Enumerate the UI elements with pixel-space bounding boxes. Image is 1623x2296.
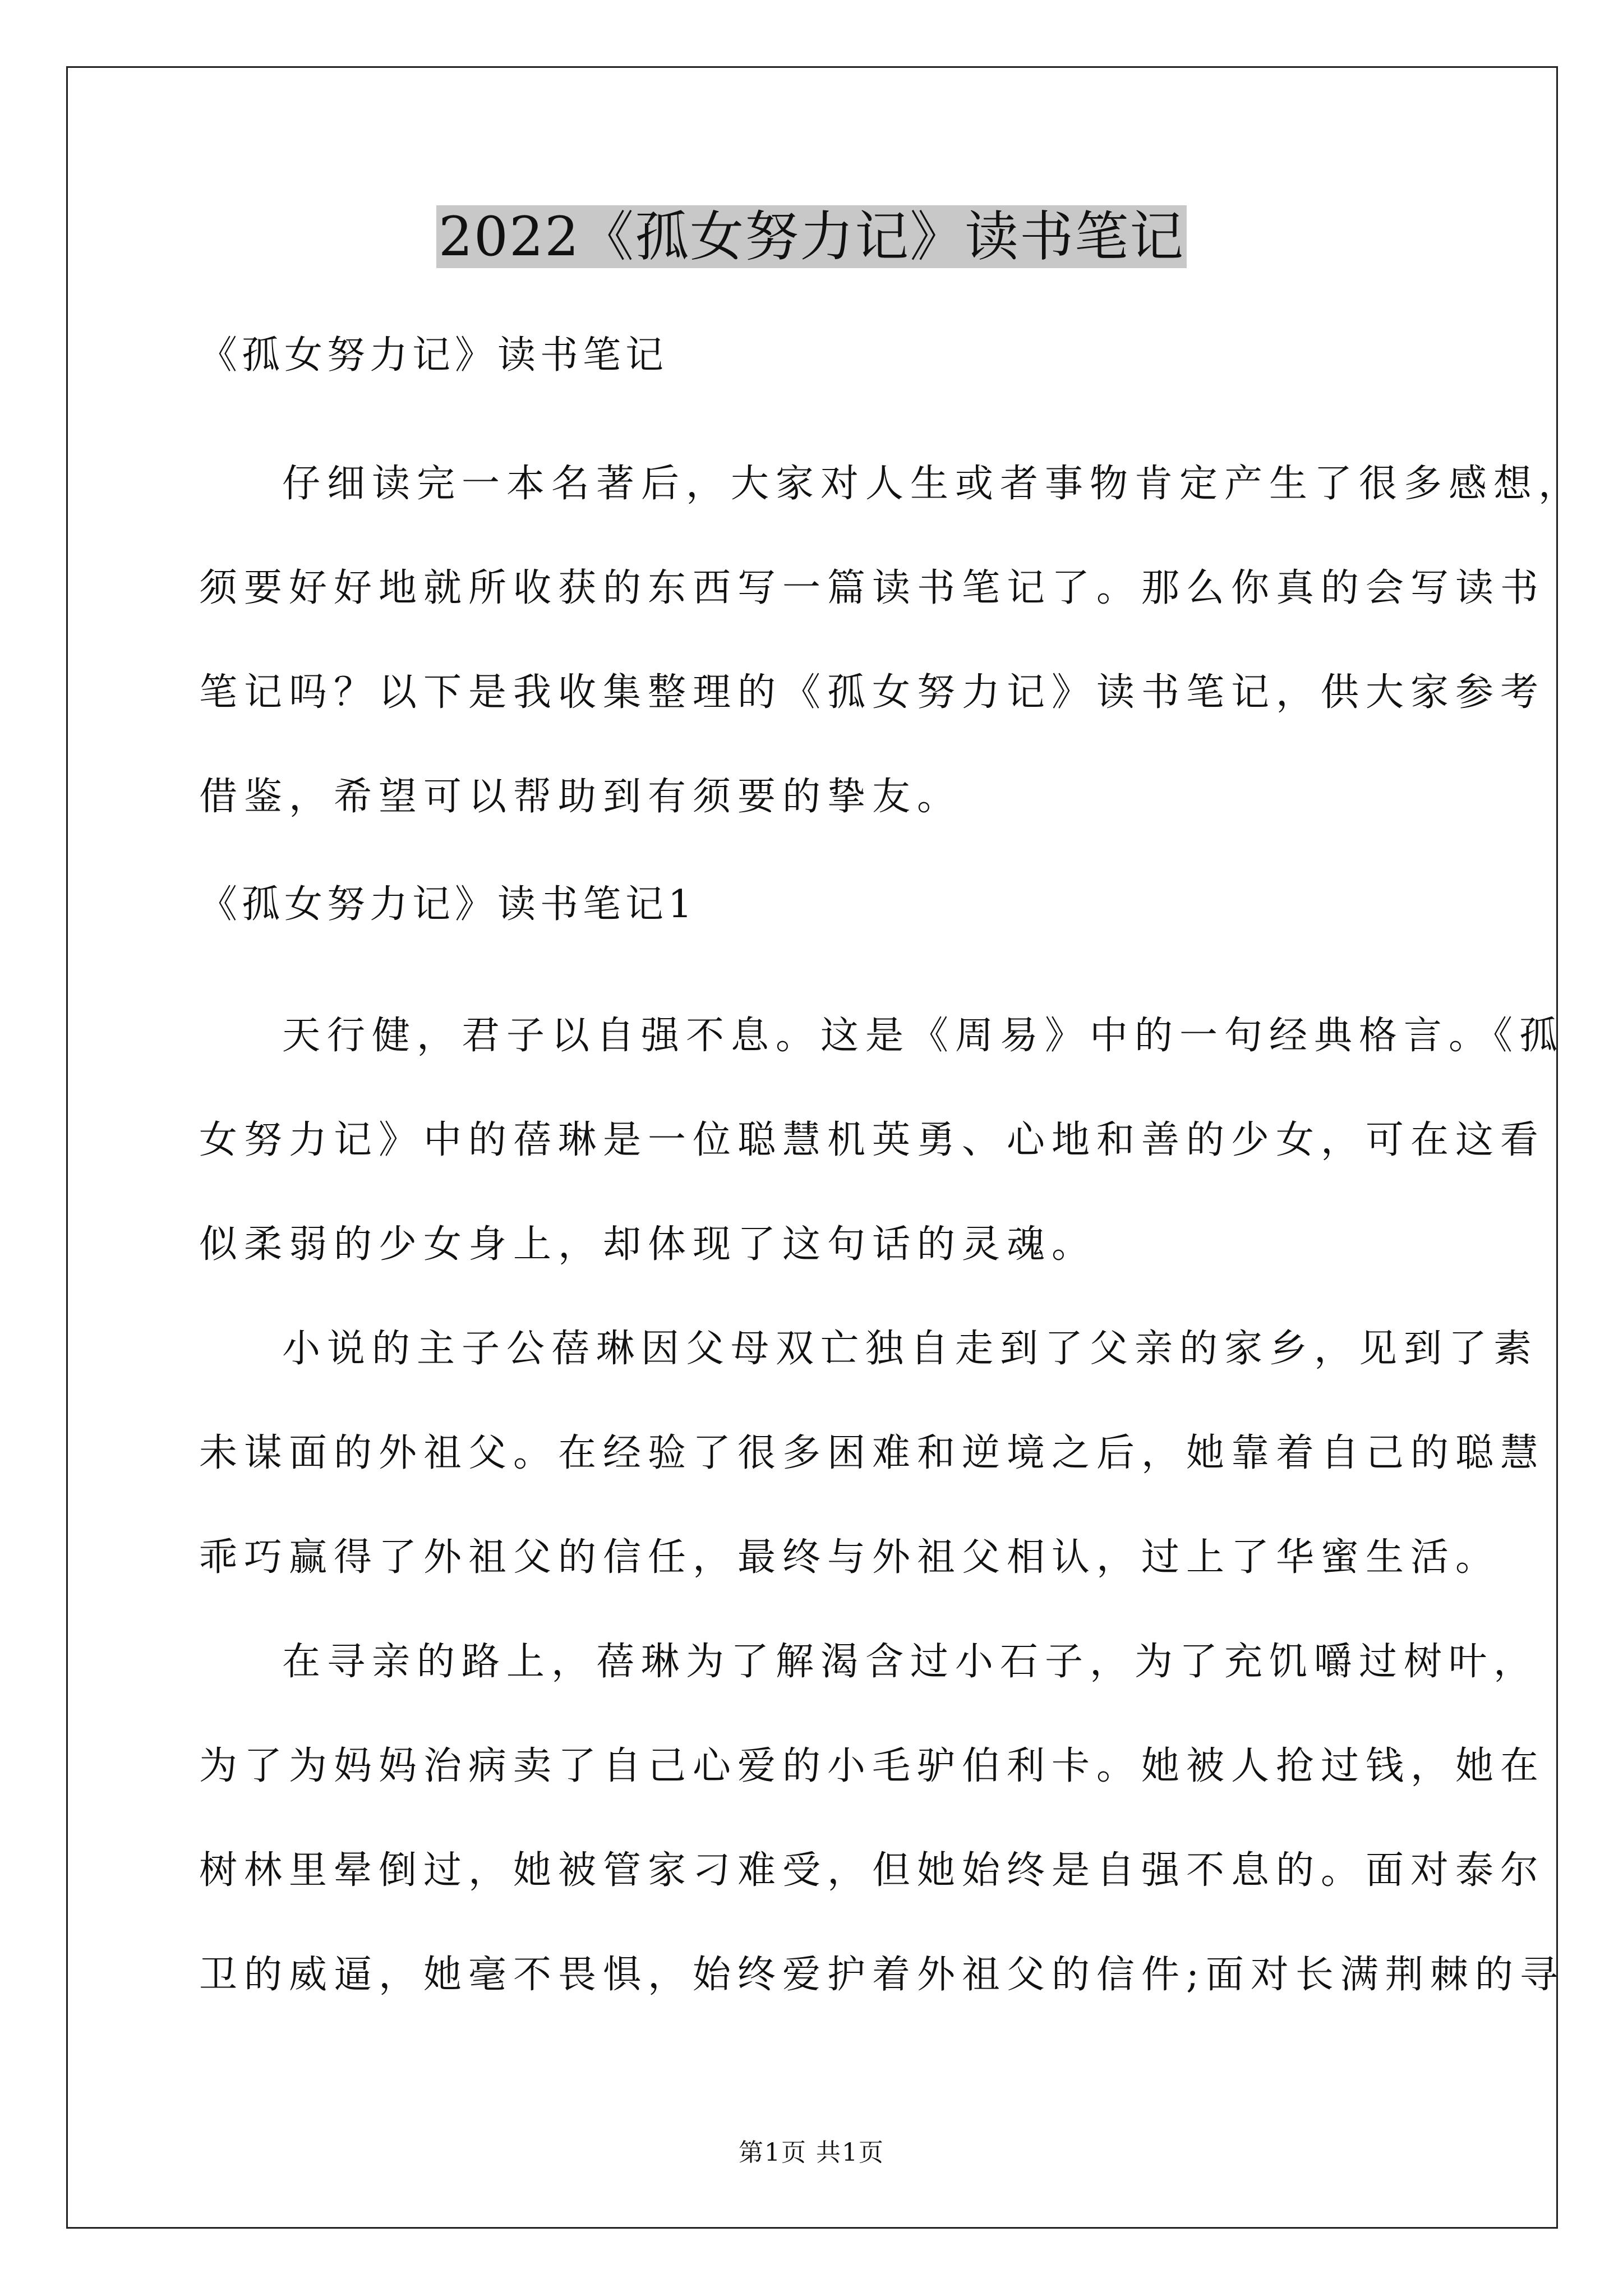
paragraph-line: 树林里晕倒过，她被管家刁难受，但她始终是自强不息的。面对泰尔 <box>199 1848 1546 1893</box>
intro-line: 仔细读完一本名著后，大家对人生或者事物肯定产生了很多感想， <box>282 462 1584 506</box>
intro-line: 笔记吗？以下是我收集整理的《孤女努力记》读书笔记，供大家参考 <box>199 670 1546 715</box>
paragraph-line: 天行健，君子以自强不息。这是《周易》中的一句经典格言。《孤 <box>282 1014 1565 1058</box>
document-title <box>0 197 1623 276</box>
intro-line: 须要好好地就所收获的东西写一篇读书笔记了。那么你真的会写读书 <box>199 566 1546 610</box>
paragraph-line: 未谋面的外祖父。在经验了很多困难和逆境之后，她靠着自己的聪慧 <box>199 1431 1546 1475</box>
page-footer: 第1页 共1页 <box>739 2138 884 2167</box>
paragraph-line: 为了为妈妈治病卖了自己心爱的小毛驴伯利卡。她被人抢过钱，她在 <box>199 1744 1546 1788</box>
paragraph-line: 小说的主子公蓓琳因父母双亡独自走到了父亲的家乡，见到了素 <box>282 1327 1539 1371</box>
paragraph-line: 乖巧赢得了外祖父的信任，最终与外祖父相认，过上了华蜜生活。 <box>199 1535 1501 1580</box>
document-subtitle: 《孤女努力记》读书笔记 <box>199 333 668 378</box>
paragraph-line: 在寻亲的路上，蓓琳为了解渴含过小石子，为了充饥嚼过树叶， <box>282 1640 1539 1684</box>
intro-line: 借鉴，希望可以帮助到有须要的挚友。 <box>199 775 962 819</box>
paragraph-line: 女努力记》中的蓓琳是一位聪慧机英勇、心地和善的少女，可在这看 <box>199 1118 1546 1162</box>
section-heading: 《孤女努力记》读书笔记1 <box>199 882 697 927</box>
document-title-text: 2022《孤女努力记》读书笔记 <box>436 205 1187 268</box>
paragraph-line: 卫的威逼，她毫不畏惧，始终爱护着外祖父的信件;面对长满荆棘的寻 <box>199 1953 1565 1997</box>
paragraph-line: 似柔弱的少女身上，却体现了这句话的灵魂。 <box>199 1222 1097 1267</box>
